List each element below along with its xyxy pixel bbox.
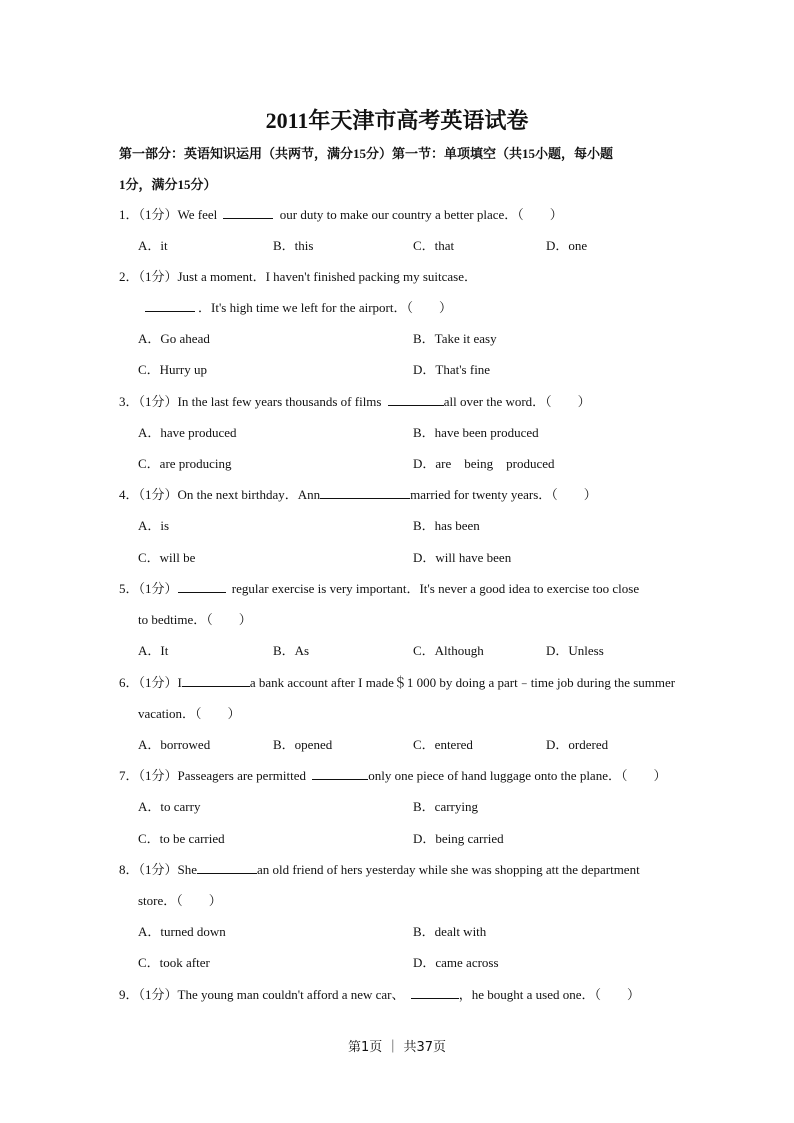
question-8-cont: store．（ ） xyxy=(138,893,222,908)
option-d: D．came across xyxy=(413,955,499,970)
question-text: 8．（1分）She xyxy=(119,862,198,877)
answer-blank xyxy=(145,299,195,312)
option-c: C．took after xyxy=(138,955,210,970)
answer-blank xyxy=(312,767,368,780)
question-8 xyxy=(119,860,640,880)
option-d: D．being carried xyxy=(413,831,504,846)
option-d: D．ordered xyxy=(546,737,609,752)
question-6 xyxy=(119,673,675,693)
question-text: only one piece of hand luggage onto the plane．（ ） xyxy=(368,768,667,783)
question-text: 1．（1分）We feel xyxy=(119,207,218,222)
option-b: B．carrying xyxy=(413,799,478,814)
question-text: 9．（1分）The young man couldn't afford a new car、 xyxy=(119,987,405,1002)
question-5-cont: to bedtime．（ ） xyxy=(138,612,252,627)
option-b: B．have been produced xyxy=(413,425,539,440)
section-header: 第一部分：英语知识运用（共两节，满分15分）第一节：单项填空（共15小题，每小题 xyxy=(119,146,614,161)
option-a: A．turned down xyxy=(138,924,226,939)
question-text: 7．（1分）Passeagers are permitted xyxy=(119,768,307,783)
question-text: 3．（1分）In the last few years thousands of films xyxy=(119,394,382,409)
question-text: ，he bought a used one．（ ） xyxy=(458,987,641,1002)
question-2-cont xyxy=(145,298,452,318)
question-9 xyxy=(119,985,640,1005)
question-2: 2．（1分）Just a moment．I haven't finished packing my suitcase． xyxy=(119,269,477,284)
option-b: B．this xyxy=(273,238,314,253)
option-a: A．have produced xyxy=(138,425,237,440)
question-text: married for twenty years．（ ） xyxy=(410,487,597,502)
option-c: C．Although xyxy=(413,643,484,658)
question-3 xyxy=(119,392,591,412)
option-d: D．are being produced xyxy=(413,456,555,471)
option-a: A．borrowed xyxy=(138,737,211,752)
option-b: B．opened xyxy=(273,737,333,752)
option-a: A．It xyxy=(138,643,169,658)
option-b: B．has been xyxy=(413,518,480,533)
option-c: C．that xyxy=(413,238,455,253)
option-c: C．to be carried xyxy=(138,831,225,846)
question-text: 5．（1分） xyxy=(119,581,178,596)
option-d: D．one xyxy=(546,238,588,253)
option-b: B．Take it easy xyxy=(413,331,497,346)
option-a: A．it xyxy=(138,238,168,253)
option-c: C．Hurry up xyxy=(138,362,207,377)
option-c: C．will be xyxy=(138,550,196,565)
question-text: a bank account after I made＄1 000 by doing a part﹣time job during the summer xyxy=(249,675,676,690)
option-a: A．Go ahead xyxy=(138,331,210,346)
question-text: an old friend of hers yesterday while she was shopping att the department xyxy=(257,862,640,877)
option-d: D．That's fine xyxy=(413,362,491,377)
page-footer: 第1页 ｜ 共37页 xyxy=(347,1040,447,1055)
answer-blank xyxy=(320,486,410,499)
option-c: C．are producing xyxy=(138,456,232,471)
question-text: 6．（1分）I xyxy=(119,675,182,690)
answer-blank xyxy=(197,861,257,874)
question-5 xyxy=(119,579,639,599)
question-text: ．It's high time we left for the airport．（ ） xyxy=(198,300,452,315)
answer-blank xyxy=(178,580,226,593)
option-c: C．entered xyxy=(413,737,473,752)
question-text: our duty to make our country a better place．（ ） xyxy=(279,207,563,222)
answer-blank xyxy=(388,393,444,406)
answer-blank xyxy=(182,674,250,687)
question-7 xyxy=(119,766,666,786)
answer-blank xyxy=(411,986,459,999)
answer-blank xyxy=(223,206,273,219)
page-title: 2011年天津市高考英语试卷 xyxy=(265,108,529,133)
option-d: D．will have been xyxy=(413,550,512,565)
section-header-cont: 1分，满分15分） xyxy=(119,177,217,192)
option-b: B．As xyxy=(273,643,310,658)
question-text: 4．（1分）On the next birthday．Ann xyxy=(119,487,321,502)
option-d: D．Unless xyxy=(546,643,604,658)
question-6-cont: vacation．（ ） xyxy=(138,706,241,721)
question-text: all over the word．（ ） xyxy=(443,394,591,409)
question-4 xyxy=(119,485,597,505)
option-a: A．to carry xyxy=(138,799,201,814)
option-a: A．is xyxy=(138,518,170,533)
question-text: regular exercise is very important．It's never a good idea to exercise too close xyxy=(231,581,640,596)
option-b: B．dealt with xyxy=(413,924,487,939)
question-1 xyxy=(119,205,563,225)
